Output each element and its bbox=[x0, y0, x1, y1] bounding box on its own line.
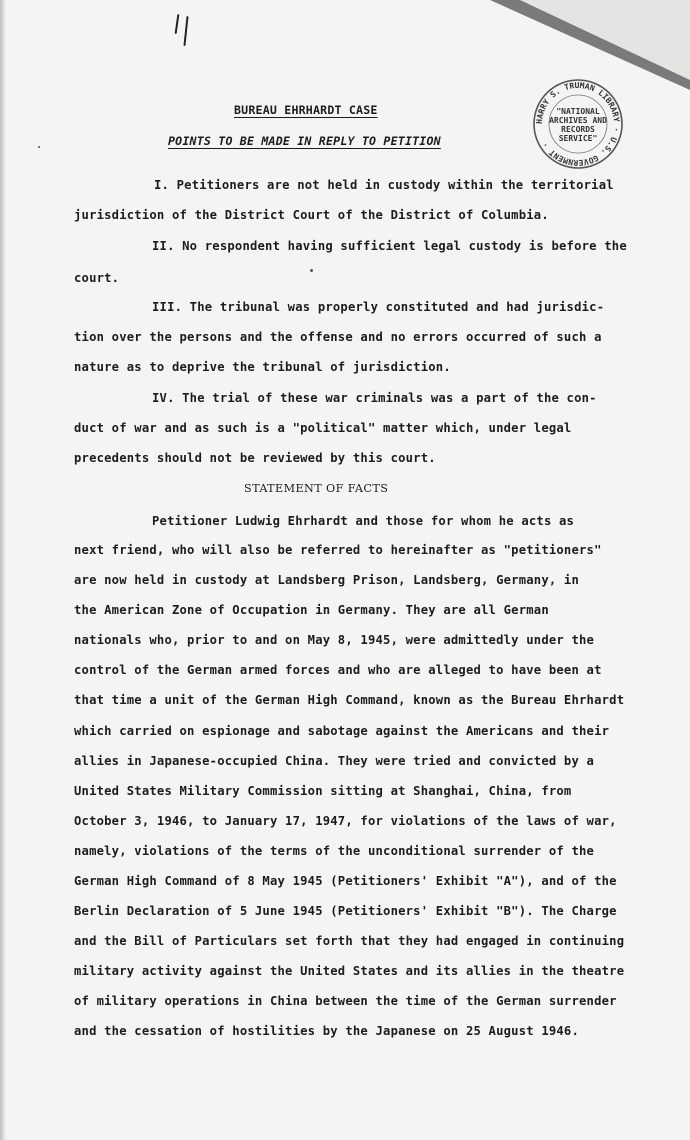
body-line: the American Zone of Occupation in Germany. They are all German bbox=[74, 603, 549, 617]
body-line: IV. The trial of these war criminals was a part of the con- bbox=[152, 391, 597, 405]
speck bbox=[38, 146, 40, 148]
body-line: precedents should not be reviewed by this court. bbox=[74, 451, 436, 465]
body-line: October 3, 1946, to January 17, 1947, for violations of the laws of war, bbox=[74, 814, 617, 828]
body-line: and the cessation of hostilities by the Japanese on 25 August 1946. bbox=[74, 1024, 580, 1038]
stamp-line: RECORDS bbox=[561, 125, 595, 134]
body-line: which carried on espionage and sabotage against the Americans and their bbox=[74, 724, 610, 738]
body-line: tion over the persons and the offense and no errors occurred of such a bbox=[74, 330, 602, 344]
stamp-line: "NATIONAL bbox=[556, 107, 600, 116]
body-line: that time a unit of the German High Command, known as the Bureau Ehrhardt bbox=[74, 693, 625, 707]
body-line: court. bbox=[74, 271, 120, 285]
body-line: control of the German armed forces and who are alleged to have been at bbox=[74, 663, 602, 677]
body-line: namely, violations of the terms of the unconditional surrender of the bbox=[74, 844, 595, 858]
body-line: United States Military Commission sitting at Shanghai, China, from bbox=[74, 784, 572, 798]
body-line: allies in Japanese-occupied China. They were tried and convicted by a bbox=[74, 754, 595, 768]
body-line: Berlin Declaration of 5 June 1945 (Petitioners' Exhibit "B"). The Charge bbox=[74, 904, 617, 918]
stamp-line: SERVICE" bbox=[558, 134, 598, 143]
archive-stamp bbox=[532, 78, 624, 170]
stamp-ring-text: HARRY S. TRUMAN LIBRARY · U.S. GOVERNMENT · bbox=[534, 80, 622, 168]
body-line: III. The tribunal was properly constituted and had jurisdic- bbox=[152, 300, 605, 314]
document-subtitle: POINTS TO BE MADE IN REPLY TO PETITION bbox=[168, 134, 441, 148]
body-line: German High Command of 8 May 1945 (Petitioners' Exhibit "A"), and of the bbox=[74, 874, 617, 888]
body-line: next friend, who will also be referred to hereinafter as "petitioners" bbox=[74, 543, 602, 557]
body-line: nature as to deprive the tribunal of jurisdiction. bbox=[74, 360, 451, 374]
body-line: nationals who, prior to and on May 8, 1945, were admittedly under the bbox=[74, 633, 595, 647]
body-line: military activity against the United States and its allies in the theatre bbox=[74, 964, 625, 978]
body-line: and the Bill of Particulars set forth that they had engaged in continuing bbox=[74, 934, 625, 948]
stamp-line: ARCHIVES AND bbox=[549, 116, 607, 125]
archive-stamp-graphic bbox=[532, 78, 624, 170]
section-heading: STATEMENT OF FACTS bbox=[244, 482, 389, 495]
body-line: are now held in custody at Landsberg Prison, Landsberg, Germany, in bbox=[74, 573, 580, 587]
body-line: of military operations in China between the time of the German surrender bbox=[74, 994, 617, 1008]
pen-mark bbox=[175, 14, 180, 34]
pen-mark bbox=[183, 16, 188, 46]
body-line: Petitioner Ludwig Ehrhardt and those for whom he acts as bbox=[152, 514, 575, 528]
document-title: BUREAU EHRHARDT CASE bbox=[234, 103, 378, 117]
body-line: jurisdiction of the District Court of the District of Columbia. bbox=[74, 208, 549, 222]
body-line: I. Petitioners are not held in custody within the territorial bbox=[154, 178, 614, 192]
folded-corner bbox=[520, 0, 690, 80]
body-line: II. No respondent having sufficient legal custody is before the bbox=[152, 239, 627, 253]
page-edge-shadow bbox=[0, 0, 6, 1140]
body-line: duct of war and as such is a "political" matter which, under legal bbox=[74, 421, 572, 435]
speck bbox=[310, 269, 313, 272]
